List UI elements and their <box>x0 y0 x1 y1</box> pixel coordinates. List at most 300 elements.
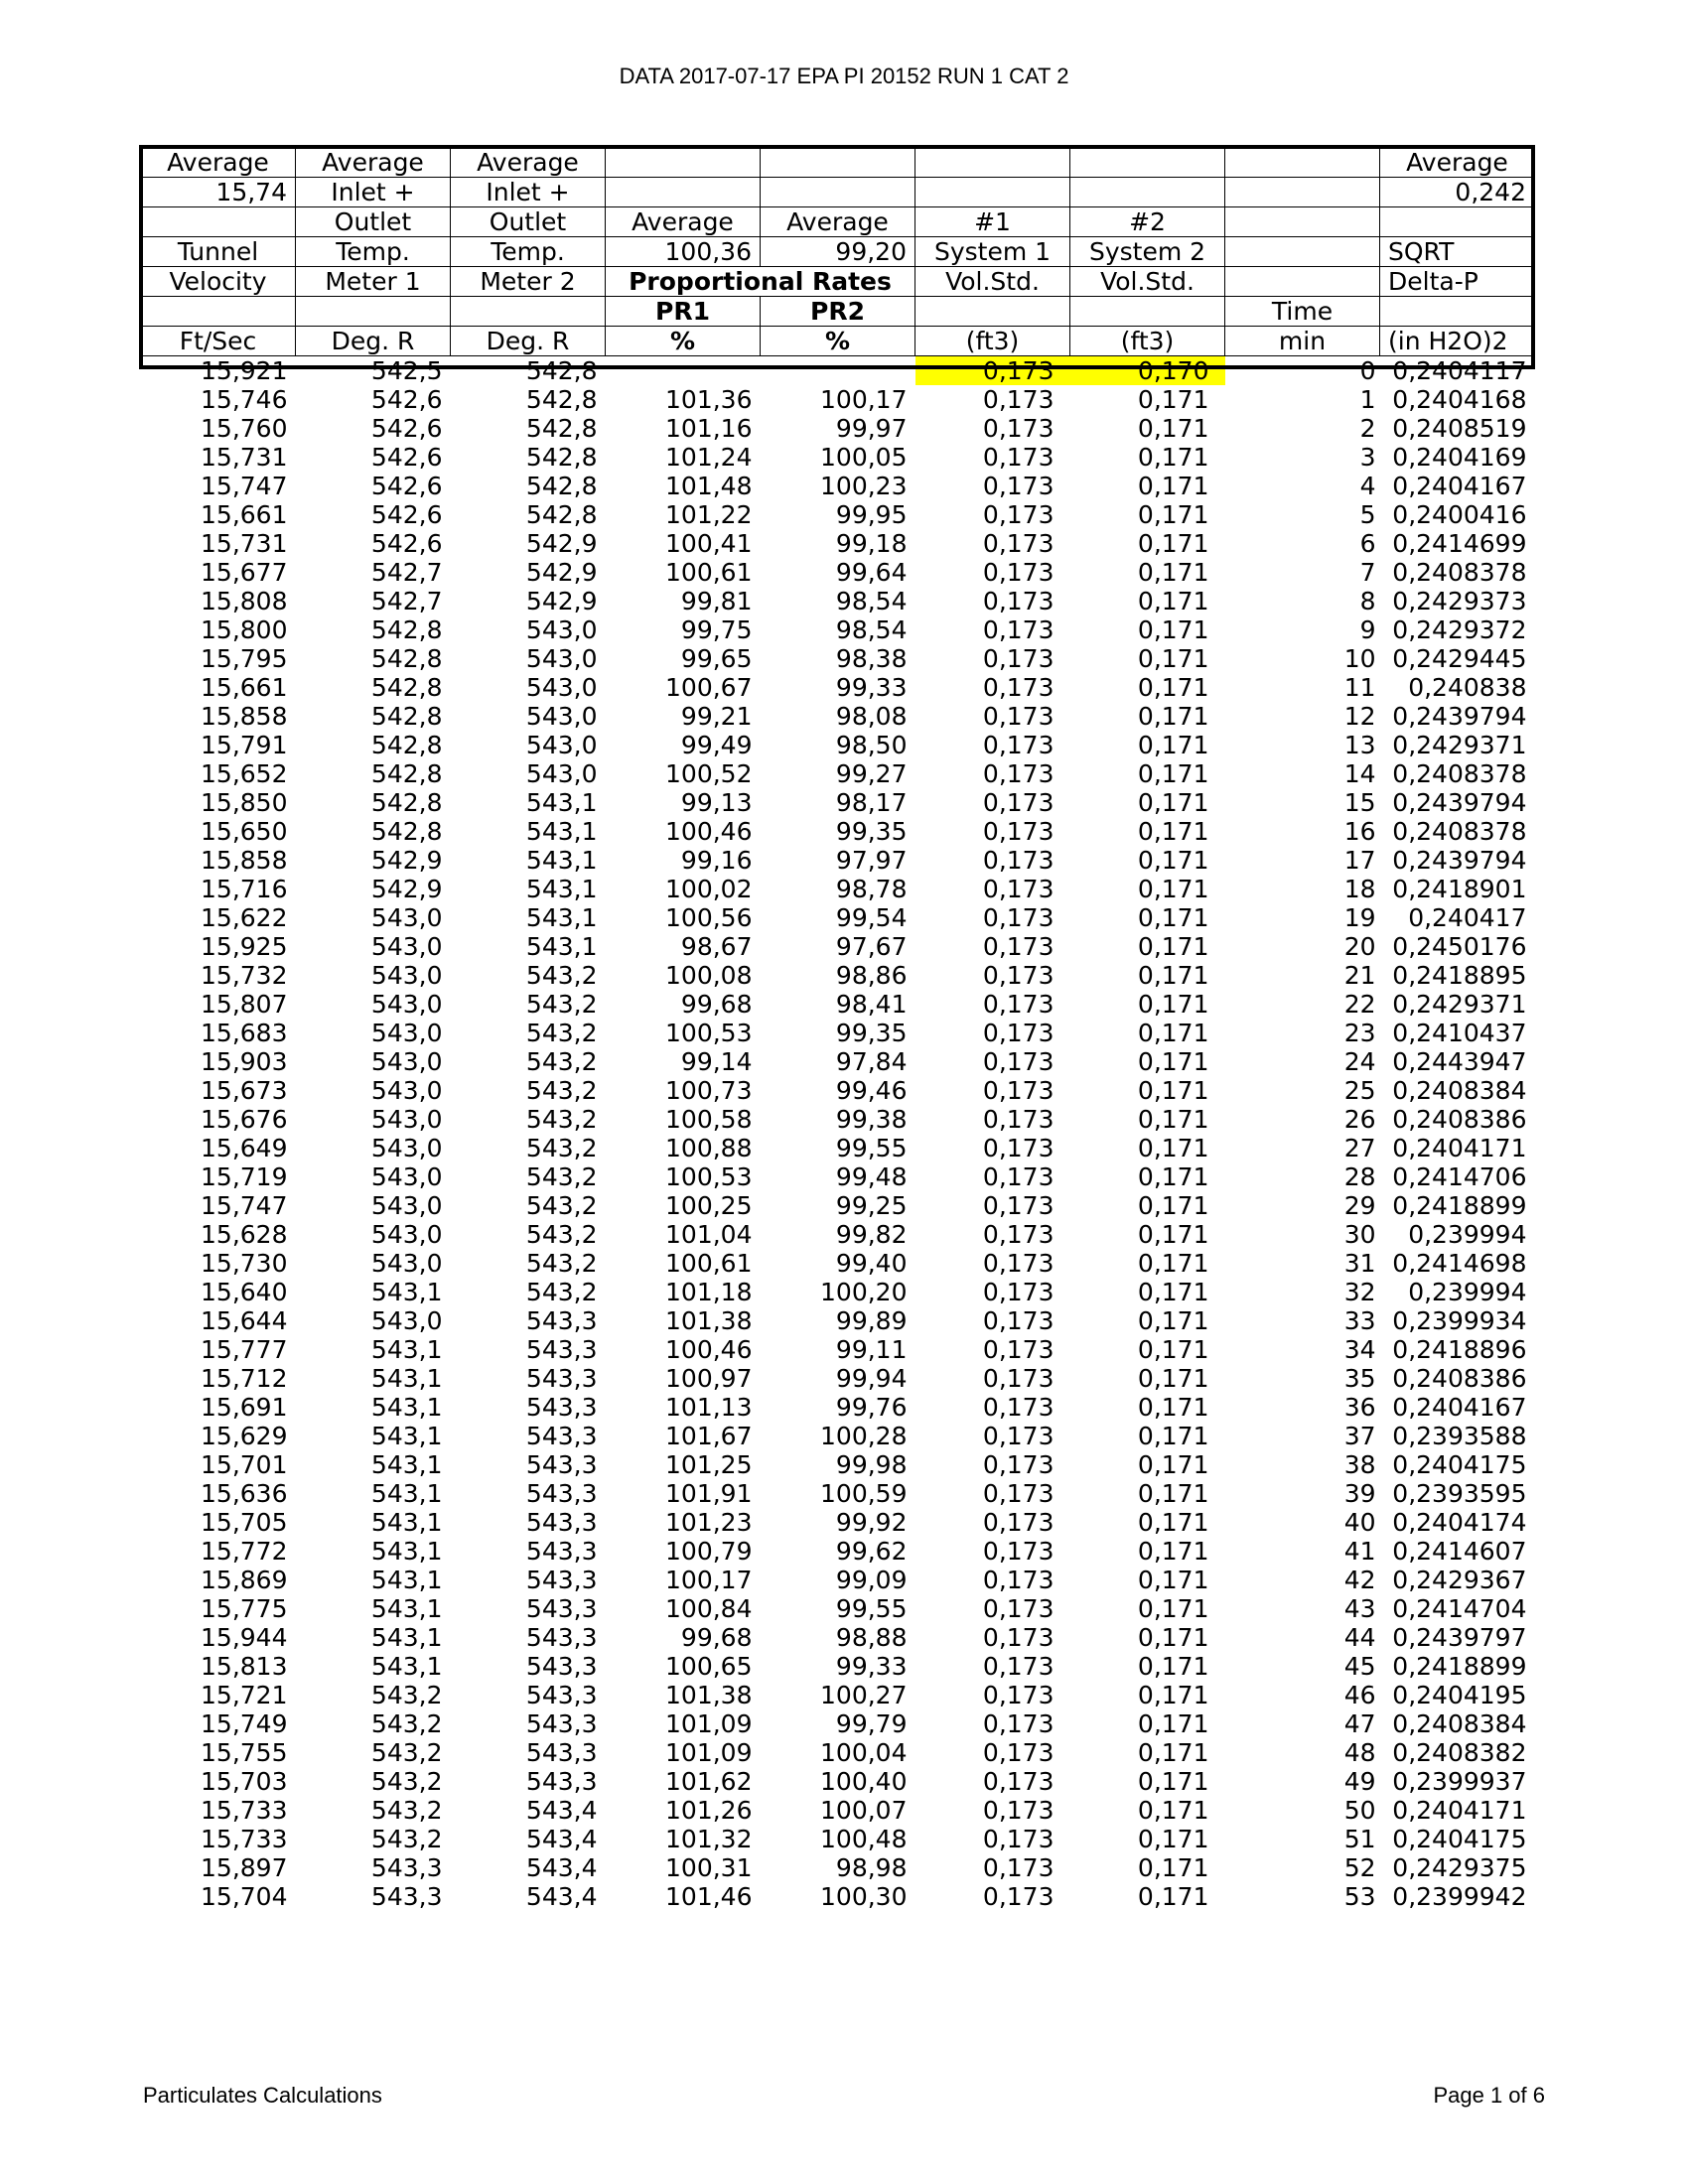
cell-pr1: 100,53 <box>665 1019 753 1047</box>
cell-sqrt-dp: 0,2439794 <box>1392 788 1527 817</box>
header-cell-sqrt-dp <box>1380 207 1535 237</box>
cell-temp2: 542,8 <box>525 443 598 472</box>
header-cell-pr2: 99,20 <box>761 237 915 267</box>
cell-sqrt-dp: 0,2404175 <box>1392 1450 1527 1479</box>
header-cell-sqrt-dp: SQRT <box>1380 237 1535 267</box>
cell-pr2: 100,28 <box>820 1422 908 1450</box>
table-row <box>141 558 1535 587</box>
cell-vol1: 0,173 <box>982 414 1055 443</box>
cell-pr1: 99,49 <box>680 731 753 759</box>
cell-temp1: 542,6 <box>370 529 443 558</box>
cell-pr2: 97,67 <box>835 932 908 961</box>
cell-time: 35 <box>1343 1364 1376 1393</box>
cell-vol1: 0,173 <box>982 1306 1055 1335</box>
table-row <box>141 1364 1535 1393</box>
table-row <box>141 1220 1535 1249</box>
cell-pr1: 101,46 <box>665 1882 753 1911</box>
cell-temp1: 543,1 <box>370 1594 443 1623</box>
cell-vol2: 0,171 <box>1137 817 1209 846</box>
cell-temp1: 543,0 <box>370 1019 443 1047</box>
cell-pr1: 100,25 <box>665 1191 753 1220</box>
cell-temp2: 543,3 <box>525 1422 598 1450</box>
cell-vol1: 0,173 <box>982 731 1055 759</box>
cell-vol1: 0,173 <box>982 1566 1055 1594</box>
cell-pr1: 101,04 <box>665 1220 753 1249</box>
cell-temp1: 543,2 <box>370 1796 443 1825</box>
cell-temp2: 543,3 <box>525 1335 598 1364</box>
header-cell-pr2: % <box>761 327 915 356</box>
cell-temp2: 542,8 <box>525 500 598 529</box>
cell-temp1: 543,0 <box>370 961 443 990</box>
header-cell-pr1: 100,36 <box>606 237 761 267</box>
cell-sqrt-dp: 0,2404168 <box>1392 385 1527 414</box>
cell-vol1: 0,173 <box>982 587 1055 615</box>
header-row-1 <box>141 148 1535 178</box>
cell-pr1: 101,09 <box>665 1709 753 1738</box>
cell-pr2: 99,35 <box>835 817 908 846</box>
table-row <box>141 817 1535 846</box>
table-row <box>141 1825 1535 1853</box>
cell-temp2: 543,2 <box>525 1076 598 1105</box>
cell-pr1: 101,36 <box>665 385 753 414</box>
cell-pr2: 99,33 <box>835 1652 908 1681</box>
cell-temp1: 543,0 <box>370 1134 443 1162</box>
cell-velocity: 15,628 <box>201 1220 288 1249</box>
cell-vol2: 0,171 <box>1137 1162 1209 1191</box>
cell-pr2: 100,23 <box>820 472 908 500</box>
cell-vol2: 0,171 <box>1137 673 1209 702</box>
cell-temp1: 543,0 <box>370 1105 443 1134</box>
cell-temp2: 543,3 <box>525 1652 598 1681</box>
header-cell-vol1: #1 <box>915 207 1070 237</box>
cell-velocity: 15,733 <box>201 1796 288 1825</box>
cell-temp1: 543,3 <box>370 1853 443 1882</box>
cell-time: 20 <box>1343 932 1376 961</box>
cell-pr2: 99,27 <box>835 759 908 788</box>
table-row <box>141 903 1535 932</box>
cell-temp1: 543,2 <box>370 1825 443 1853</box>
cell-sqrt-dp: 0,2404195 <box>1392 1681 1527 1709</box>
header-cell-temp1: Meter 1 <box>296 267 451 297</box>
cell-pr1: 99,21 <box>680 702 753 731</box>
cell-velocity: 15,712 <box>201 1364 288 1393</box>
cell-velocity: 15,903 <box>201 1047 288 1076</box>
cell-temp2: 543,0 <box>525 731 598 759</box>
cell-velocity: 15,652 <box>201 759 288 788</box>
cell-velocity: 15,676 <box>201 1105 288 1134</box>
header-cell-vol1 <box>915 148 1070 178</box>
cell-pr2: 99,55 <box>835 1594 908 1623</box>
cell-pr2: 98,54 <box>835 587 908 615</box>
cell-temp1: 542,8 <box>370 731 443 759</box>
cell-vol2: 0,171 <box>1137 1738 1209 1767</box>
table-row <box>141 1393 1535 1422</box>
table-row <box>141 1508 1535 1537</box>
cell-vol1: 0,173 <box>982 1450 1055 1479</box>
cell-pr1: 100,17 <box>665 1566 753 1594</box>
cell-velocity: 15,897 <box>201 1853 288 1882</box>
cell-pr1: 101,16 <box>665 414 753 443</box>
cell-vol2: 0,171 <box>1137 1853 1209 1882</box>
cell-vol2: 0,171 <box>1137 1134 1209 1162</box>
cell-pr1 <box>606 356 761 386</box>
cell-vol1: 0,173 <box>982 1278 1055 1306</box>
cell-time: 2 <box>1359 414 1376 443</box>
cell-temp2: 543,2 <box>525 1047 598 1076</box>
header-cell-sqrt-dp: 0,242 <box>1380 178 1535 207</box>
cell-pr2: 100,48 <box>820 1825 908 1853</box>
cell-sqrt-dp: 0,2404174 <box>1392 1508 1527 1537</box>
cell-pr2: 98,54 <box>835 615 908 644</box>
cell-vol2: 0,171 <box>1137 414 1209 443</box>
cell-pr1: 100,61 <box>665 1249 753 1278</box>
cell-temp1: 543,0 <box>370 1047 443 1076</box>
cell-vol2: 0,171 <box>1137 1364 1209 1393</box>
cell-temp1: 543,0 <box>370 932 443 961</box>
cell-vol1: 0,173 <box>982 1825 1055 1853</box>
table-row <box>141 673 1535 702</box>
cell-vol2: 0,171 <box>1137 1767 1209 1796</box>
table-row <box>141 615 1535 644</box>
cell-time: 40 <box>1343 1508 1376 1537</box>
header-cell-vol1: System 1 <box>915 237 1070 267</box>
cell-pr1: 100,88 <box>665 1134 753 1162</box>
cell-vol2: 0,171 <box>1137 1105 1209 1134</box>
header-cell-temp1 <box>296 297 451 327</box>
table-row <box>141 990 1535 1019</box>
cell-pr1: 101,48 <box>665 472 753 500</box>
cell-sqrt-dp: 0,2429371 <box>1392 731 1527 759</box>
cell-temp2: 543,0 <box>525 702 598 731</box>
header-cell-velocity <box>141 297 296 327</box>
cell-vol2: 0,171 <box>1137 1709 1209 1738</box>
cell-velocity: 15,746 <box>201 385 288 414</box>
cell-pr2: 99,79 <box>835 1709 908 1738</box>
cell-vol1: 0,173 <box>982 1594 1055 1623</box>
cell-time: 10 <box>1343 644 1376 673</box>
cell-sqrt-dp: 0,2443947 <box>1392 1047 1527 1076</box>
header-cell-vol2: System 2 <box>1070 237 1225 267</box>
cell-time: 1 <box>1359 385 1376 414</box>
cell-temp2: 543,2 <box>525 1019 598 1047</box>
cell-pr1: 100,73 <box>665 1076 753 1105</box>
cell-vol1: 0,173 <box>982 1162 1055 1191</box>
cell-pr1: 98,67 <box>680 932 753 961</box>
table-row <box>141 1191 1535 1220</box>
cell-sqrt-dp: 0,2439794 <box>1392 702 1527 731</box>
cell-temp1: 543,2 <box>370 1738 443 1767</box>
cell-temp1: 542,8 <box>370 615 443 644</box>
table-row <box>141 1076 1535 1105</box>
cell-temp1: 543,1 <box>370 1450 443 1479</box>
cell-pr1: 101,26 <box>665 1796 753 1825</box>
cell-velocity: 15,636 <box>201 1479 288 1508</box>
cell-vol2: 0,171 <box>1137 1191 1209 1220</box>
cell-sqrt-dp: 0,2404171 <box>1392 1134 1527 1162</box>
cell-vol1: 0,173 <box>982 1047 1055 1076</box>
cell-sqrt-dp: 0,2414704 <box>1392 1594 1527 1623</box>
cell-pr2: 98,98 <box>835 1853 908 1882</box>
cell-temp1: 542,6 <box>370 443 443 472</box>
cell-temp2: 542,8 <box>525 385 598 414</box>
cell-vol2: 0,171 <box>1137 1047 1209 1076</box>
cell-velocity: 15,629 <box>201 1422 288 1450</box>
cell-sqrt-dp: 0,2450176 <box>1392 932 1527 961</box>
cell-vol1: 0,173 <box>982 443 1055 472</box>
cell-pr2: 99,48 <box>835 1162 908 1191</box>
cell-vol2: 0,171 <box>1137 961 1209 990</box>
header-cell-vol2: Vol.Std. <box>1070 267 1225 297</box>
cell-pr1: 99,13 <box>680 788 753 817</box>
header-cell-time <box>1225 207 1380 237</box>
table-row <box>141 1105 1535 1134</box>
header-cell-sqrt-dp: Delta-P <box>1380 267 1535 297</box>
cell-pr1: 101,18 <box>665 1278 753 1306</box>
header-cell-pr2: Average <box>761 207 915 237</box>
cell-vol1: 0,173 <box>982 846 1055 875</box>
cell-temp2: 543,2 <box>525 1105 598 1134</box>
cell-velocity: 15,644 <box>201 1306 288 1335</box>
cell-pr2: 99,89 <box>835 1306 908 1335</box>
cell-sqrt-dp: 0,2408378 <box>1392 558 1527 587</box>
table-row <box>141 356 1535 386</box>
header-cell-temp1: Outlet <box>296 207 451 237</box>
cell-vol1: 0,173 <box>982 702 1055 731</box>
cell-velocity: 15,640 <box>201 1278 288 1306</box>
cell-pr2: 97,84 <box>835 1047 908 1076</box>
cell-vol2: 0,171 <box>1137 932 1209 961</box>
table-row <box>141 587 1535 615</box>
header-cell-vol2: #2 <box>1070 207 1225 237</box>
cell-vol2: 0,171 <box>1137 1882 1209 1911</box>
cell-time: 42 <box>1343 1566 1376 1594</box>
cell-temp2: 543,3 <box>525 1709 598 1738</box>
cell-temp2: 543,3 <box>525 1508 598 1537</box>
header-cell-sqrt-dp: Average <box>1380 148 1535 178</box>
cell-time: 44 <box>1343 1623 1376 1652</box>
cell-vol2: 0,171 <box>1137 759 1209 788</box>
cell-sqrt-dp: 0,2429373 <box>1392 587 1527 615</box>
cell-pr1: 101,13 <box>665 1393 753 1422</box>
cell-pr1: 100,56 <box>665 903 753 932</box>
cell-temp1: 542,8 <box>370 673 443 702</box>
cell-sqrt-dp: 0,239994 <box>1408 1278 1527 1306</box>
cell-vol2: 0,171 <box>1137 1796 1209 1825</box>
cell-pr1: 100,58 <box>665 1105 753 1134</box>
cell-vol2: 0,171 <box>1137 1220 1209 1249</box>
cell-pr1: 100,31 <box>665 1853 753 1882</box>
header-cell-time <box>1225 148 1380 178</box>
cell-velocity: 15,747 <box>201 472 288 500</box>
cell-sqrt-dp: 0,2408382 <box>1392 1738 1527 1767</box>
cell-velocity: 15,716 <box>201 875 288 903</box>
cell-temp2: 543,2 <box>525 1191 598 1220</box>
header-cell-temp1: Average <box>296 148 451 178</box>
cell-temp2: 543,3 <box>525 1738 598 1767</box>
cell-sqrt-dp: 0,2408378 <box>1392 759 1527 788</box>
cell-vol2: 0,171 <box>1137 1076 1209 1105</box>
cell-pr2: 99,64 <box>835 558 908 587</box>
cell-vol1: 0,173 <box>982 1364 1055 1393</box>
cell-pr2: 100,05 <box>820 443 908 472</box>
cell-pr1: 101,38 <box>665 1306 753 1335</box>
cell-velocity: 15,858 <box>201 846 288 875</box>
cell-time: 15 <box>1343 788 1376 817</box>
cell-pr2: 100,30 <box>820 1882 908 1911</box>
cell-time: 18 <box>1343 875 1376 903</box>
cell-velocity: 15,850 <box>201 788 288 817</box>
header-cell-vol2 <box>1070 297 1225 327</box>
cell-sqrt-dp: 0,2408384 <box>1392 1709 1527 1738</box>
cell-pr1: 101,23 <box>665 1508 753 1537</box>
cell-vol1: 0,173 <box>982 644 1055 673</box>
cell-time: 22 <box>1343 990 1376 1019</box>
cell-pr1: 100,97 <box>665 1364 753 1393</box>
header-cell-vol2: (ft3) <box>1070 327 1225 356</box>
cell-temp1: 543,1 <box>370 1623 443 1652</box>
cell-pr2: 100,07 <box>820 1796 908 1825</box>
cell-time: 49 <box>1343 1767 1376 1796</box>
header-row-6 <box>141 297 1535 327</box>
cell-pr1: 100,52 <box>665 759 753 788</box>
cell-velocity: 15,705 <box>201 1508 288 1537</box>
cell-pr2: 99,18 <box>835 529 908 558</box>
cell-time: 39 <box>1343 1479 1376 1508</box>
cell-vol1: 0,173 <box>982 1709 1055 1738</box>
cell-velocity: 15,813 <box>201 1652 288 1681</box>
cell-velocity: 15,925 <box>201 932 288 961</box>
cell-temp1: 543,0 <box>370 903 443 932</box>
table-row <box>141 529 1535 558</box>
table-row <box>141 472 1535 500</box>
cell-pr1: 101,38 <box>665 1681 753 1709</box>
cell-pr1: 101,09 <box>665 1738 753 1767</box>
table-row <box>141 759 1535 788</box>
cell-time: 34 <box>1343 1335 1376 1364</box>
cell-time: 43 <box>1343 1594 1376 1623</box>
cell-vol2: 0,171 <box>1137 1508 1209 1537</box>
cell-time: 48 <box>1343 1738 1376 1767</box>
cell-pr1: 100,67 <box>665 673 753 702</box>
cell-velocity: 15,800 <box>201 615 288 644</box>
cell-sqrt-dp: 0,2414698 <box>1392 1249 1527 1278</box>
cell-sqrt-dp: 0,2418899 <box>1392 1191 1527 1220</box>
table-row <box>141 1853 1535 1882</box>
cell-pr2: 98,88 <box>835 1623 908 1652</box>
cell-sqrt-dp: 0,2418901 <box>1392 875 1527 903</box>
cell-time: 50 <box>1343 1796 1376 1825</box>
cell-pr2: 98,38 <box>835 644 908 673</box>
cell-temp1: 542,8 <box>370 817 443 846</box>
cell-temp2: 543,0 <box>525 759 598 788</box>
cell-time: 0 <box>1359 356 1376 385</box>
cell-temp1: 542,6 <box>370 472 443 500</box>
cell-vol1: 0,173 <box>982 932 1055 961</box>
cell-temp1: 543,0 <box>370 1306 443 1335</box>
cell-vol1: 0,173 <box>982 615 1055 644</box>
cell-velocity: 15,683 <box>201 1019 288 1047</box>
table-row <box>141 1594 1535 1623</box>
cell-temp2: 543,1 <box>525 788 598 817</box>
header-cell-temp2: Temp. <box>451 237 606 267</box>
header-cell-temp2: Inlet + <box>451 178 606 207</box>
cell-temp1: 543,0 <box>370 1191 443 1220</box>
cell-pr2: 99,35 <box>835 1019 908 1047</box>
cell-velocity: 15,795 <box>201 644 288 673</box>
cell-sqrt-dp: 0,2414607 <box>1392 1537 1527 1566</box>
cell-temp1: 543,0 <box>370 1220 443 1249</box>
header-cell-pr1 <box>606 178 761 207</box>
cell-temp1: 543,2 <box>370 1709 443 1738</box>
cell-temp1: 543,2 <box>370 1767 443 1796</box>
cell-pr1: 100,41 <box>665 529 753 558</box>
cell-pr1: 100,08 <box>665 961 753 990</box>
cell-pr2: 99,55 <box>835 1134 908 1162</box>
cell-temp1: 543,0 <box>370 1249 443 1278</box>
header-cell-time <box>1225 178 1380 207</box>
cell-time: 7 <box>1359 558 1376 587</box>
header-cell-pr1 <box>606 148 761 178</box>
table-row <box>141 1047 1535 1076</box>
cell-temp1: 542,8 <box>370 788 443 817</box>
cell-time: 9 <box>1359 615 1376 644</box>
cell-sqrt-dp: 0,2399942 <box>1392 1882 1527 1911</box>
cell-time: 19 <box>1343 903 1376 932</box>
cell-sqrt-dp: 0,2399934 <box>1392 1306 1527 1335</box>
cell-pr1: 100,84 <box>665 1594 753 1623</box>
cell-pr1: 99,14 <box>680 1047 753 1076</box>
cell-sqrt-dp: 0,2404117 <box>1392 356 1527 385</box>
cell-velocity: 15,772 <box>201 1537 288 1566</box>
cell-temp1: 543,1 <box>370 1422 443 1450</box>
table-row <box>141 1278 1535 1306</box>
data-sheet <box>140 147 1535 1911</box>
cell-velocity: 15,858 <box>201 702 288 731</box>
cell-time: 13 <box>1343 731 1376 759</box>
header-cell-velocity: Average <box>141 148 296 178</box>
cell-vol1: 0,173 <box>982 1479 1055 1508</box>
cell-temp2: 543,1 <box>525 875 598 903</box>
cell-pr1: 99,75 <box>680 615 753 644</box>
cell-temp2: 542,9 <box>525 558 598 587</box>
cell-pr1: 101,67 <box>665 1422 753 1450</box>
cell-vol1: 0,173 <box>982 1249 1055 1278</box>
cell-velocity: 15,661 <box>201 500 288 529</box>
cell-pr2: 98,17 <box>835 788 908 817</box>
cell-pr1: 101,32 <box>665 1825 753 1853</box>
cell-velocity: 15,869 <box>201 1566 288 1594</box>
cell-sqrt-dp: 0,2404167 <box>1392 472 1527 500</box>
header-cell-temp2: Outlet <box>451 207 606 237</box>
cell-sqrt-dp: 0,2408386 <box>1392 1364 1527 1393</box>
cell-sqrt-dp: 0,2418899 <box>1392 1652 1527 1681</box>
cell-temp1: 543,1 <box>370 1652 443 1681</box>
cell-temp1: 542,6 <box>370 385 443 414</box>
header-cell-velocity: 15,74 <box>141 178 296 207</box>
cell-velocity: 15,622 <box>201 903 288 932</box>
cell-velocity: 15,807 <box>201 990 288 1019</box>
cell-vol2: 0,171 <box>1137 990 1209 1019</box>
cell-temp1: 542,6 <box>370 500 443 529</box>
cell-pr1: 101,22 <box>665 500 753 529</box>
cell-velocity: 15,661 <box>201 673 288 702</box>
table-row <box>141 1882 1535 1911</box>
cell-time: 16 <box>1343 817 1376 846</box>
cell-pr1: 101,25 <box>665 1450 753 1479</box>
header-cell-temp2: Average <box>451 148 606 178</box>
cell-time: 24 <box>1343 1047 1376 1076</box>
cell-time: 36 <box>1343 1393 1376 1422</box>
